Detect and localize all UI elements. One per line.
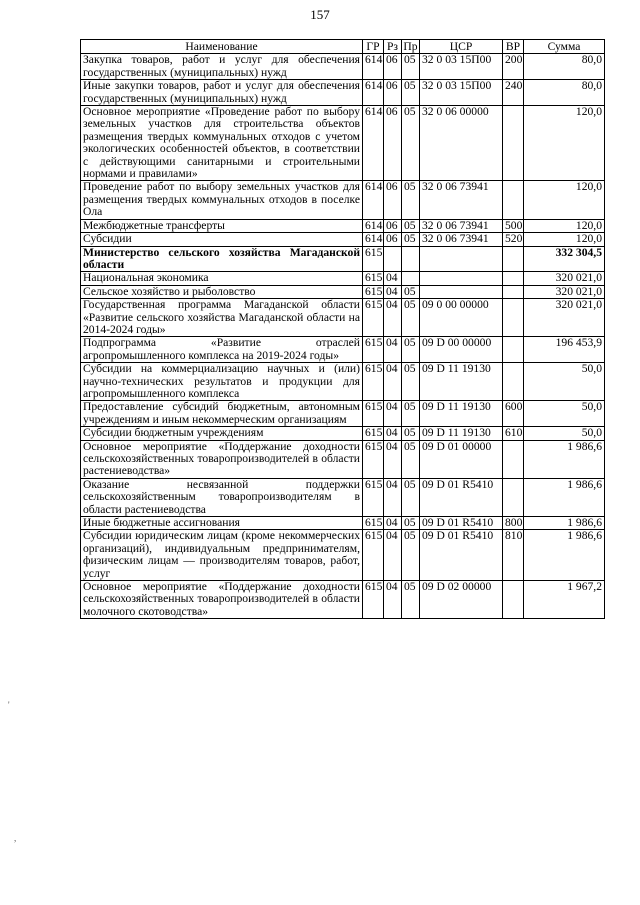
table-row	[81, 530, 605, 581]
row-rz-cell	[384, 246, 402, 272]
row-name-cell: Межбюджетные трансферты	[81, 219, 363, 232]
row-sum-cell: 1 986,6	[524, 440, 605, 478]
row-name-cell: Иные бюджетные ассигнования	[81, 517, 363, 530]
row-sum-cell: 320 021,0	[524, 299, 605, 337]
row-sum-cell: 80,0	[524, 80, 605, 106]
row-rz-cell: 04	[384, 440, 402, 478]
row-pr-cell: 05	[402, 106, 420, 181]
row-rz-cell: 06	[384, 54, 402, 80]
row-csr-cell: 09 0 00 00000	[420, 299, 503, 337]
row-sum-cell: 50,0	[524, 401, 605, 427]
row-sum-cell: 320 021,0	[524, 285, 605, 298]
table-row	[81, 581, 605, 619]
row-vr-cell	[503, 581, 524, 619]
table-header-row	[81, 40, 605, 54]
table-row	[81, 299, 605, 337]
row-rz-cell: 04	[384, 285, 402, 298]
row-csr-cell: 09 D 00 00000	[420, 337, 503, 363]
row-sum-cell: 120,0	[524, 219, 605, 232]
row-vr-cell	[503, 478, 524, 516]
col-header-csr: ЦСР	[420, 40, 503, 54]
row-rz-cell: 04	[384, 337, 402, 363]
row-csr-cell: 32 0 06 73941	[420, 233, 503, 246]
margin-mark: ,	[14, 833, 17, 843]
row-name-cell: Проведение работ по выбору земельных участков для размещения твердых коммунальных отходов в поселке Ола	[81, 181, 363, 219]
row-name-cell: Подпрограмма «Развитие отраслей агропромышленного комплекса на 2019-2024 годы»	[81, 337, 363, 363]
row-gr-cell: 614	[363, 80, 384, 106]
row-sum-cell: 1 986,6	[524, 478, 605, 516]
row-gr-cell: 615	[363, 285, 384, 298]
row-rz-cell: 04	[384, 272, 402, 285]
row-vr-cell: 520	[503, 233, 524, 246]
row-vr-cell: 240	[503, 80, 524, 106]
row-gr-cell: 614	[363, 54, 384, 80]
row-rz-cell: 04	[384, 478, 402, 516]
row-gr-cell: 615	[363, 363, 384, 401]
row-vr-cell: 200	[503, 54, 524, 80]
row-pr-cell: 05	[402, 233, 420, 246]
row-vr-cell: 610	[503, 427, 524, 440]
row-vr-cell	[503, 181, 524, 219]
row-name-cell: Государственная программа Магаданской области «Развитие сельского хозяйства Магаданской области на 2014-2024 годы»	[81, 299, 363, 337]
table-row	[81, 106, 605, 181]
row-gr-cell: 615	[363, 246, 384, 272]
row-rz-cell: 06	[384, 80, 402, 106]
row-gr-cell: 615	[363, 401, 384, 427]
row-gr-cell: 615	[363, 478, 384, 516]
col-header-gr: ГР	[363, 40, 384, 54]
row-pr-cell: 05	[402, 219, 420, 232]
row-gr-cell: 615	[363, 427, 384, 440]
row-vr-cell	[503, 337, 524, 363]
row-csr-cell: 09 D 11 19130	[420, 363, 503, 401]
row-rz-cell: 04	[384, 363, 402, 401]
col-header-sum: Сумма	[524, 40, 605, 54]
row-sum-cell: 1 967,2	[524, 581, 605, 619]
row-gr-cell: 614	[363, 233, 384, 246]
col-header-pr: Пр	[403, 40, 418, 53]
row-csr-cell: 09 D 01 R5410	[420, 517, 503, 530]
row-pr-cell: 05	[402, 530, 420, 581]
row-pr-cell	[402, 246, 420, 272]
table-row	[81, 427, 605, 440]
row-name-cell: Закупка товаров, работ и услуг для обеспечения государственных (муниципальных) нужд	[81, 54, 363, 80]
row-pr-cell: 05	[402, 427, 420, 440]
row-pr-cell: 05	[402, 337, 420, 363]
row-sum-cell: 50,0	[524, 363, 605, 401]
row-rz-cell: 06	[384, 106, 402, 181]
row-vr-cell	[503, 246, 524, 272]
row-name-cell: Оказание несвязанной поддержки сельскохозяйственным товаропроизводителям в области растениеводства	[81, 478, 363, 516]
row-csr-cell: 09 D 11 19130	[420, 401, 503, 427]
row-gr-cell: 614	[363, 181, 384, 219]
row-name-cell: Субсидии юридическим лицам (кроме некоммерческих организаций), индивидуальным предпринимателям, физическим лицам — производителям товаров, работ, услуг	[81, 530, 363, 581]
row-name-cell: Основное мероприятие «Проведение работ по выбору земельных участков для строительства объектов размещения твердых коммунальных отходов с учетом экологических особенностей объектов, в соответствии с действующими санитарными и строительными нормами и правилами»	[81, 106, 363, 181]
row-rz-cell: 04	[384, 427, 402, 440]
row-name-cell: Предоставление субсидий бюджетным, автономным учреждениям и иным некоммерческим организациям	[81, 401, 363, 427]
table-row	[81, 440, 605, 478]
table-body	[81, 54, 605, 619]
margin-mark: '	[8, 700, 10, 710]
row-pr-cell: 05	[402, 299, 420, 337]
table-row	[81, 233, 605, 246]
row-vr-cell	[503, 299, 524, 337]
row-pr-cell: 05	[402, 285, 420, 298]
row-gr-cell: 615	[363, 337, 384, 363]
row-sum-cell: 120,0	[524, 181, 605, 219]
row-name-cell: Министерство сельского хозяйства Магаданской области	[81, 246, 363, 272]
table-row	[81, 80, 605, 106]
row-vr-cell: 810	[503, 530, 524, 581]
table-row	[81, 517, 605, 530]
row-vr-cell	[503, 106, 524, 181]
row-csr-cell: 09 D 02 00000	[420, 581, 503, 619]
row-vr-cell	[503, 363, 524, 401]
row-vr-cell: 600	[503, 401, 524, 427]
col-header-rz: Рз	[384, 40, 402, 54]
row-gr-cell: 615	[363, 581, 384, 619]
row-rz-cell: 04	[384, 581, 402, 619]
row-csr-cell: 09 D 01 R5410	[420, 478, 503, 516]
row-name-cell: Субсидии	[81, 233, 363, 246]
row-vr-cell	[503, 285, 524, 298]
budget-table	[80, 39, 605, 619]
table-row	[81, 478, 605, 516]
row-sum-cell: 196 453,9	[524, 337, 605, 363]
row-vr-cell: 800	[503, 517, 524, 530]
row-pr-cell: 05	[402, 363, 420, 401]
table-row	[81, 363, 605, 401]
row-sum-cell: 332 304,5	[524, 246, 605, 272]
row-sum-cell: 320 021,0	[524, 272, 605, 285]
row-sum-cell: 50,0	[524, 427, 605, 440]
row-name-cell: Основное мероприятие «Поддержание доходности сельскохозяйственных товаропроизводителей в области растениеводства»	[81, 440, 363, 478]
row-csr-cell: 32 0 03 15П00	[420, 54, 503, 80]
row-sum-cell: 1 986,6	[524, 517, 605, 530]
row-name-cell: Субсидии бюджетным учреждениям	[81, 427, 363, 440]
row-pr-cell	[402, 272, 420, 285]
table-row	[81, 401, 605, 427]
row-pr-cell: 05	[402, 478, 420, 516]
row-pr-cell: 05	[402, 181, 420, 219]
row-name-cell: Субсидии на коммерциализацию научных и (или) научно-технических результатов и продукции для агропромышленного комплекса	[81, 363, 363, 401]
row-csr-cell	[420, 285, 503, 298]
row-csr-cell: 32 0 03 15П00	[420, 80, 503, 106]
table-row	[81, 54, 605, 80]
row-rz-cell: 04	[384, 401, 402, 427]
row-rz-cell: 04	[384, 517, 402, 530]
row-rz-cell: 04	[384, 299, 402, 337]
row-sum-cell: 120,0	[524, 106, 605, 181]
col-header-name: Наименование	[81, 40, 363, 54]
row-pr-cell: 05	[402, 401, 420, 427]
row-name-cell: Сельское хозяйство и рыболовство	[81, 285, 363, 298]
row-gr-cell: 615	[363, 530, 384, 581]
row-name-cell: Национальная экономика	[81, 272, 363, 285]
row-sum-cell: 1 986,6	[524, 530, 605, 581]
row-csr-cell: 09 D 01 R5410	[420, 530, 503, 581]
row-vr-cell: 500	[503, 219, 524, 232]
row-csr-cell: 32 0 06 73941	[420, 181, 503, 219]
table-row	[81, 219, 605, 232]
row-gr-cell: 614	[363, 106, 384, 181]
row-gr-cell: 615	[363, 299, 384, 337]
row-rz-cell: 06	[384, 233, 402, 246]
row-csr-cell	[420, 272, 503, 285]
row-pr-cell: 05	[402, 517, 420, 530]
table-row	[81, 246, 605, 272]
table-row	[81, 181, 605, 219]
row-vr-cell	[503, 440, 524, 478]
row-csr-cell: 32 0 06 00000	[420, 106, 503, 181]
row-csr-cell: 09 D 11 19130	[420, 427, 503, 440]
row-rz-cell: 04	[384, 530, 402, 581]
row-pr-cell: 05	[402, 440, 420, 478]
row-sum-cell: 80,0	[524, 54, 605, 80]
row-csr-cell: 09 D 01 00000	[420, 440, 503, 478]
row-gr-cell: 614	[363, 219, 384, 232]
table-row	[81, 337, 605, 363]
row-rz-cell: 06	[384, 219, 402, 232]
row-gr-cell: 615	[363, 272, 384, 285]
row-gr-cell: 615	[363, 440, 384, 478]
row-vr-cell	[503, 272, 524, 285]
row-pr-cell: 05	[402, 54, 420, 80]
col-header-vr: ВР	[503, 40, 524, 54]
row-name-cell: Иные закупки товаров, работ и услуг для обеспечения государственных (муниципальных) нужд	[81, 80, 363, 106]
table-row	[81, 285, 605, 298]
row-name-cell: Основное мероприятие «Поддержание доходности сельскохозяйственных товаропроизводителей в области молочного скотоводства»	[81, 581, 363, 619]
row-pr-cell: 05	[402, 581, 420, 619]
table-row	[81, 272, 605, 285]
row-rz-cell: 06	[384, 181, 402, 219]
row-sum-cell: 120,0	[524, 233, 605, 246]
row-gr-cell: 615	[363, 517, 384, 530]
row-pr-cell: 05	[402, 80, 420, 106]
row-csr-cell	[420, 246, 503, 272]
page-number: 157	[310, 7, 330, 22]
row-csr-cell: 32 0 06 73941	[420, 219, 503, 232]
